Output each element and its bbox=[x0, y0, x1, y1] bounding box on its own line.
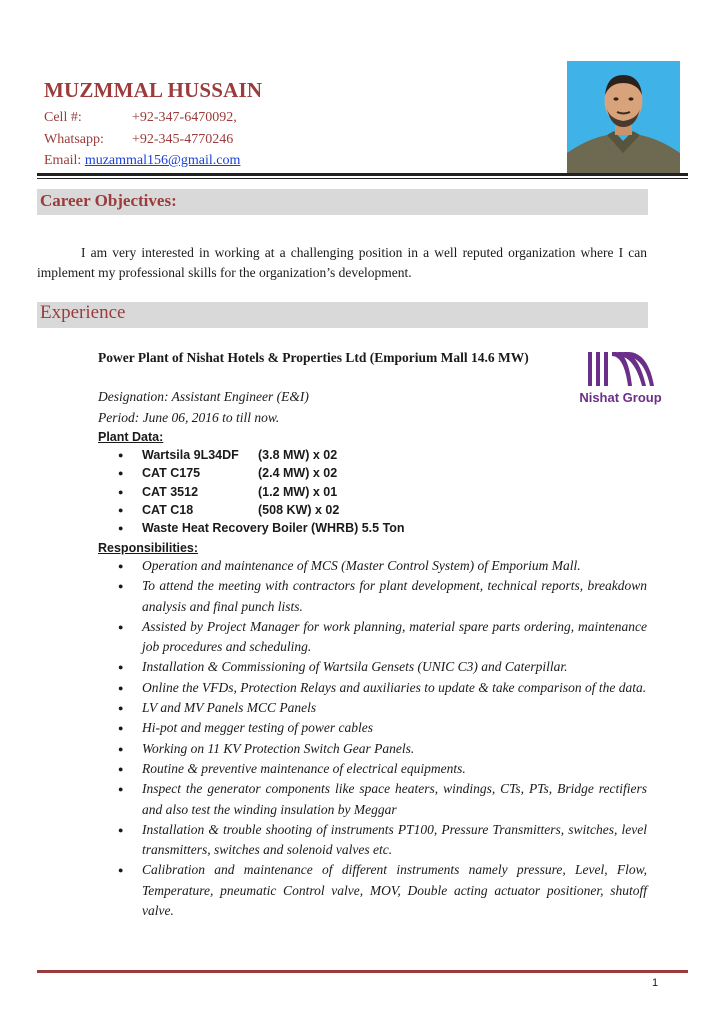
list-item: ● Inspect the generator components like space heaters, windings, CTs, PTs, Bridge rectifiers and also test the winding insulation by Meggar bbox=[98, 779, 647, 820]
career-objectives-bar bbox=[37, 189, 648, 215]
header-divider-thin bbox=[37, 178, 688, 179]
period: Period: June 06, 2016 to till now. bbox=[98, 410, 280, 425]
plant-data-heading: Plant Data: bbox=[98, 430, 164, 444]
plant-unit-name: CAT C175 bbox=[142, 466, 201, 481]
list-item bbox=[98, 464, 405, 482]
list-item: ● Working on 11 KV Protection Switch Gear Panels. bbox=[98, 739, 647, 759]
plant-unit-name: Waste Heat Recovery Boiler (WHRB) 5.5 Ton bbox=[142, 521, 405, 536]
career-objective-text: I am very interested in working at a challenging position in a well reputed organization where I can implement my professional skills for the organization’s development. bbox=[37, 245, 647, 280]
whatsapp-value: +92-345-4770246 bbox=[132, 132, 234, 147]
whatsapp-row bbox=[44, 132, 233, 148]
plant-unit-spec: (508 KW) x 02 bbox=[258, 502, 340, 517]
plant-unit-spec: (1.2 MW) x 01 bbox=[258, 484, 338, 499]
plant-unit-name: Wartsila 9L34DF bbox=[142, 448, 239, 462]
company-name: Power Plant of Nishat Hotels & Properties Ltd (Emporium Mall 14.6 MW) bbox=[98, 350, 529, 365]
list-item bbox=[98, 483, 405, 501]
plant-unit-name: CAT C18 bbox=[142, 502, 194, 517]
designation: Designation: Assistant Engineer (E&I) bbox=[98, 389, 309, 404]
plant-data-list bbox=[98, 446, 405, 537]
email-label: Email: bbox=[44, 153, 85, 168]
list-item: ● Routine & preventive maintenance of electrical equipments. bbox=[98, 759, 647, 779]
plant-unit-spec: (3.8 MW) x 02 bbox=[258, 448, 338, 462]
list-item: ● Calibration and maintenance of different instruments namely pressure, Level, Flow, Temperature, pneumatic Control valve, MOV, Double acting actuator positioner, shutoff valve. bbox=[98, 860, 647, 921]
career-objectives-heading: Career Objectives: bbox=[40, 191, 177, 210]
cell-label: Cell #: bbox=[44, 110, 82, 125]
profile-photo bbox=[567, 61, 680, 175]
profile-photo-illustration bbox=[567, 61, 680, 175]
plant-unit-name: CAT 3512 bbox=[142, 484, 199, 499]
experience-bar bbox=[37, 302, 648, 328]
email-link[interactable]: muzammal156@gmail.com bbox=[84, 153, 241, 168]
candidate-name: MUZMMAL HUSSAIN bbox=[44, 78, 263, 102]
list-item: ● Assisted by Project Manager for work planning, material spare parts ordering, maintenance job procedures and scheduling. bbox=[98, 617, 647, 658]
email-row bbox=[44, 153, 240, 169]
page-number: 1 bbox=[652, 977, 659, 989]
experience-heading: Experience bbox=[40, 302, 126, 323]
list-item bbox=[98, 501, 405, 519]
list-item: ● Installation & trouble shooting of instruments PT100, Pressure Transmitters, switches, level transmitters, switches and solenoid valves etc. bbox=[98, 820, 647, 861]
list-item: ● Online the VFDs, Protection Relays and auxiliaries to update & take comparison of the data. bbox=[98, 678, 647, 698]
list-item: ● Hi-pot and megger testing of power cables bbox=[98, 718, 647, 738]
list-item: ● Operation and maintenance of MCS (Master Control System) of Emporium Mall. bbox=[98, 556, 647, 576]
list-item: ● To attend the meeting with contractors for plant development, technical reports, breakdown analysis and final punch lists. bbox=[98, 576, 647, 617]
header-divider bbox=[37, 173, 688, 176]
nishat-logo-mark bbox=[568, 350, 673, 408]
footer-divider bbox=[37, 970, 688, 973]
whatsapp-label: Whatsapp: bbox=[44, 132, 104, 147]
list-item: ● Installation & Commissioning of Wartsila Gensets (UNIC C3) and Caterpillar. bbox=[98, 657, 647, 677]
plant-unit-spec: (2.4 MW) x 02 bbox=[258, 466, 338, 481]
logo-text: Nishat Group bbox=[579, 390, 662, 405]
cell-value: +92-347-6470092, bbox=[132, 110, 237, 125]
nishat-group-logo bbox=[568, 350, 673, 408]
responsibilities-list bbox=[98, 556, 647, 921]
list-item: ● LV and MV Panels MCC Panels bbox=[98, 698, 647, 718]
cell-row bbox=[44, 110, 237, 126]
responsibilities-heading: Responsibilities: bbox=[98, 541, 199, 555]
list-item bbox=[98, 446, 405, 464]
list-item bbox=[98, 519, 405, 537]
